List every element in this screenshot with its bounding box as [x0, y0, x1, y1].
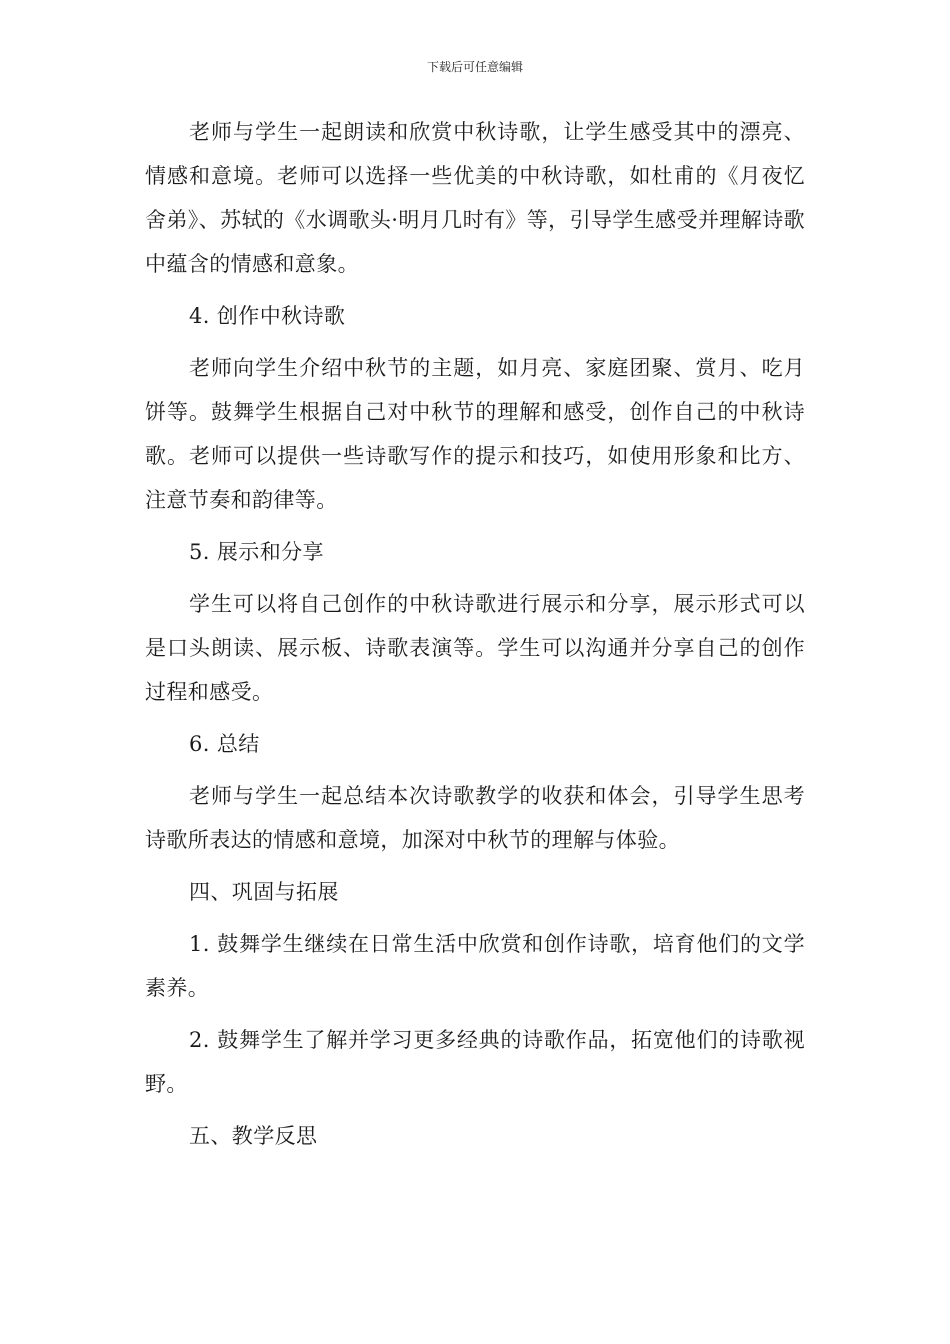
list-item-2: 2. 鼓舞学生了解并学习更多经典的诗歌作品，拓宽他们的诗歌视野。: [145, 1028, 805, 1096]
list-item-1: 1. 鼓舞学生继续在日常生活中欣赏和创作诗歌，培育他们的文学素养。: [145, 932, 805, 1000]
paragraph-poetry-reading: 老师与学生一起朗读和欣赏中秋诗歌，让学生感受其中的漂亮、情感和意境。老师可以选择一些优美的中秋诗歌，如杜甫的《月夜忆舍弟》、苏轼的《水调歌头·明月几时有》等，引导学生感受并理解诗歌中蕴含的情感和意象。: [145, 120, 805, 276]
heading-step-5: 5. 展示和分享: [189, 540, 324, 564]
section-heading-reflection: 五、教学反思: [189, 1124, 318, 1148]
paragraph-create-poems: 老师向学生介绍中秋节的主题，如月亮、家庭团聚、赏月、吃月饼等。鼓舞学生根据自己对中秋节的理解和感受，创作自己的中秋诗歌。老师可以提供一些诗歌写作的提示和技巧，如使用形象和比方、注意节奏和韵律等。: [145, 356, 805, 512]
heading-step-4: 4. 创作中秋诗歌: [189, 304, 346, 328]
page-header-note: 下载后可任意编辑: [426, 60, 523, 74]
paragraph-summary: 老师与学生一起总结本次诗歌教学的收获和体会，引导学生思考诗歌所表达的情感和意境，加深对中秋节的理解与体验。: [145, 784, 805, 852]
section-heading-consolidation: 四、巩固与拓展: [189, 880, 339, 904]
document-body: [145, 110, 805, 1158]
heading-step-6: 6. 总结: [189, 732, 260, 756]
paragraph-show-and-share: 学生可以将自己创作的中秋诗歌进行展示和分享，展示形式可以是口头朗读、展示板、诗歌表演等。学生可以沟通并分享自己的创作过程和感受。: [145, 592, 805, 704]
